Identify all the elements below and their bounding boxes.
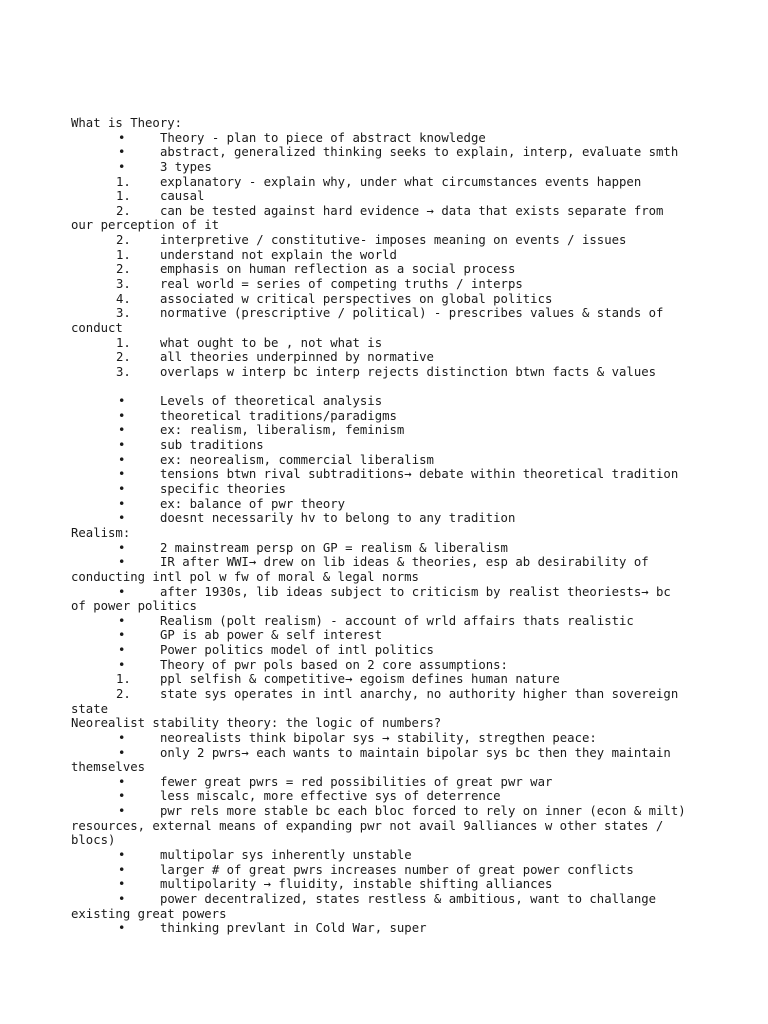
wrapped-line xyxy=(71,907,699,922)
numbered-item xyxy=(71,175,699,190)
bullet-marker: • xyxy=(118,789,126,804)
bullet-marker: • xyxy=(118,745,126,760)
bullet-item xyxy=(71,628,699,643)
wrapped-line xyxy=(71,833,699,848)
line-text: Levels of theoretical analysis xyxy=(160,394,383,409)
line-text: power decentralized, states restless & ambitious, want to challange xyxy=(160,891,657,906)
line-text: Realism (polt realism) - account of wrld affairs thats realistic xyxy=(160,613,634,628)
bullet-item xyxy=(71,453,699,468)
line-text: normative (prescriptive / political) - prescribes values & stands of xyxy=(160,306,664,321)
line-text: Power politics model of intl politics xyxy=(160,643,434,658)
numbered-item xyxy=(71,306,699,321)
bullet-item xyxy=(71,145,699,160)
numbered-item xyxy=(71,336,699,351)
bullet-marker: • xyxy=(118,408,126,423)
bullet-marker: • xyxy=(118,452,126,467)
line-text: state sys operates in intl anarchy, no authority higher than sovereign xyxy=(160,686,679,701)
list-number: 2. xyxy=(116,686,131,701)
numbered-item xyxy=(71,365,699,380)
line-text: doesnt necessarily hv to belong to any tradition xyxy=(160,511,516,526)
line-text: overlaps w interp bc interp rejects distinction btwn facts & values xyxy=(160,364,657,379)
bullet-item xyxy=(71,775,699,790)
line-text: Realism: xyxy=(71,525,131,540)
line-text: causal xyxy=(160,189,205,204)
bullet-marker: • xyxy=(118,804,126,819)
bullet-item xyxy=(71,160,699,175)
line-text: What is Theory: xyxy=(71,116,183,130)
line-text: after 1930s, lib ideas subject to criticism by realist theoriests→ bc xyxy=(160,584,671,599)
bullet-marker: • xyxy=(118,438,126,453)
bullet-item xyxy=(71,877,699,892)
list-number: 3. xyxy=(116,277,131,292)
line-text: can be tested against hard evidence → data that exists separate from xyxy=(160,203,664,218)
heading-line xyxy=(71,526,699,541)
bullet-marker: • xyxy=(118,628,126,643)
line-text: associated w critical perspectives on global politics xyxy=(160,291,553,306)
line-text: what ought to be , not what is xyxy=(160,335,383,350)
line-text: ex: neorealism, commercial liberalism xyxy=(160,452,434,467)
line-text: conduct xyxy=(71,320,123,335)
bullet-item xyxy=(71,555,699,570)
bullet-marker: • xyxy=(118,555,126,570)
bullet-item xyxy=(71,658,699,673)
line-text: fewer great pwrs = red possibilities of great pwr war xyxy=(160,774,553,789)
list-number: 4. xyxy=(116,291,131,306)
line-text: 2 mainstream persp on GP = realism & liberalism xyxy=(160,540,508,555)
line-text: ￼ xyxy=(71,380,78,392)
wrapped-line xyxy=(71,702,699,717)
line-text: IR after WWI→ drew on lib ideas & theories, esp ab desirability of xyxy=(160,555,649,570)
line-text: theoretical traditions/paradigms xyxy=(160,408,397,423)
line-text: Theory of pwr pols based on 2 core assumptions: xyxy=(160,657,508,672)
line-text: interpretive / constitutive- imposes meaning on events / issues xyxy=(160,233,627,248)
bullet-item xyxy=(71,541,699,556)
bullet-item xyxy=(71,643,699,658)
bullet-item xyxy=(71,892,699,907)
bullet-marker: • xyxy=(118,467,126,482)
bullet-marker: • xyxy=(118,145,126,160)
bullet-item xyxy=(71,394,699,409)
bullet-marker: • xyxy=(118,891,126,906)
list-number: 3. xyxy=(116,306,131,321)
wrapped-line xyxy=(71,819,699,834)
line-text: Theory - plan to piece of abstract knowledge xyxy=(160,130,486,145)
numbered-item xyxy=(71,292,699,307)
bullet-item xyxy=(71,497,699,512)
line-text: emphasis on human reflection as a social process xyxy=(160,262,516,277)
heading-line xyxy=(71,716,699,731)
bullet-marker: • xyxy=(118,657,126,672)
bullet-item xyxy=(71,804,699,819)
line-text: multipolarity → fluidity, instable shifting alliances xyxy=(160,877,553,892)
line-text: neorealists think bipolar sys → stability, stregthen peace: xyxy=(160,730,597,745)
bullet-marker: • xyxy=(118,423,126,438)
line-text: ex: balance of pwr theory xyxy=(160,496,346,511)
bullet-item xyxy=(71,409,699,424)
list-number: 1. xyxy=(116,247,131,262)
bullet-marker: • xyxy=(118,643,126,658)
numbered-item xyxy=(71,204,699,219)
line-text: real world = series of competing truths / interps xyxy=(160,277,523,292)
bullet-marker: • xyxy=(118,130,126,145)
bullet-item xyxy=(71,585,699,600)
list-number: 1. xyxy=(116,189,131,204)
numbered-item xyxy=(71,277,699,292)
line-text: blocs) xyxy=(71,833,116,848)
wrapped-line xyxy=(71,321,699,336)
line-text: pwr rels more stable bc each bloc forced to rely on inner (econ & milt) xyxy=(160,804,686,819)
numbered-item xyxy=(71,262,699,277)
line-text: understand not explain the world xyxy=(160,247,397,262)
line-text: ppl selfish & competitive→ egoism defines human nature xyxy=(160,672,560,687)
heading-line xyxy=(71,116,699,131)
line-text: only 2 pwrs→ each wants to maintain bipolar sys bc then they maintain xyxy=(160,745,671,760)
line-text: resources, external means of expanding pwr not avail 9alliances w other states / xyxy=(71,818,664,833)
wrapped-line xyxy=(71,760,699,775)
numbered-item xyxy=(71,248,699,263)
list-number: 2. xyxy=(116,262,131,277)
list-number: 2. xyxy=(116,350,131,365)
numbered-item xyxy=(71,687,699,702)
bullet-item xyxy=(71,482,699,497)
bullet-item xyxy=(71,511,699,526)
line-text: multipolar sys inherently unstable xyxy=(160,848,412,863)
numbered-item xyxy=(71,672,699,687)
bullet-marker: • xyxy=(118,540,126,555)
bullet-marker: • xyxy=(118,394,126,409)
wrapped-line xyxy=(71,218,699,233)
bullet-marker: • xyxy=(118,877,126,892)
line-text: thinking prevlant in Cold War, super xyxy=(160,921,427,936)
line-text: tensions btwn rival subtraditions→ debate within theoretical tradition xyxy=(160,467,679,482)
list-number: 3. xyxy=(116,364,131,379)
bullet-item xyxy=(71,789,699,804)
bullet-marker: • xyxy=(118,862,126,877)
bullet-marker: • xyxy=(118,613,126,628)
bullet-item xyxy=(71,921,699,936)
bullet-marker: • xyxy=(118,159,126,174)
bullet-item xyxy=(71,746,699,761)
bullet-marker: • xyxy=(118,482,126,497)
numbered-item xyxy=(71,233,699,248)
wrapped-line xyxy=(71,570,699,585)
line-text: conducting intl pol w fw of moral & legal norms xyxy=(71,569,419,584)
bullet-marker: • xyxy=(118,921,126,936)
bullet-item xyxy=(71,131,699,146)
line-text: sub traditions xyxy=(160,438,264,453)
list-number: 1. xyxy=(116,174,131,189)
line-text: ex: realism, liberalism, feminism xyxy=(160,423,405,438)
line-text: all theories underpinned by normative xyxy=(160,350,434,365)
bullet-marker: • xyxy=(118,848,126,863)
list-number: 2. xyxy=(116,233,131,248)
bullet-item xyxy=(71,731,699,746)
bullet-marker: • xyxy=(118,730,126,745)
list-number: 1. xyxy=(116,672,131,687)
bullet-item xyxy=(71,467,699,482)
bullet-marker: • xyxy=(118,511,126,526)
bullet-item xyxy=(71,423,699,438)
line-text: larger # of great pwrs increases number of great power conflicts xyxy=(160,862,634,877)
line-text: our perception of it xyxy=(71,218,220,233)
object-placeholder xyxy=(71,380,699,395)
bullet-marker: • xyxy=(118,774,126,789)
line-text: Neorealist stability theory: the logic of numbers? xyxy=(71,716,442,731)
document-body xyxy=(71,116,699,936)
line-text: specific theories xyxy=(160,482,286,497)
line-text: explanatory - explain why, under what circumstances events happen xyxy=(160,174,642,189)
line-text: state xyxy=(71,701,109,716)
bullet-item xyxy=(71,863,699,878)
line-text: 3 types xyxy=(160,159,212,174)
list-number: 1. xyxy=(116,335,131,350)
bullet-item xyxy=(71,438,699,453)
line-text: less miscalc, more effective sys of deterrence xyxy=(160,789,501,804)
list-number: 2. xyxy=(116,203,131,218)
line-text: existing great powers xyxy=(71,906,227,921)
numbered-item xyxy=(71,350,699,365)
numbered-item xyxy=(71,189,699,204)
line-text: abstract, generalized thinking seeks to explain, interp, evaluate smth xyxy=(160,145,679,160)
line-text: GP is ab power & self interest xyxy=(160,628,383,643)
bullet-item xyxy=(71,848,699,863)
bullet-marker: • xyxy=(118,496,126,511)
wrapped-line xyxy=(71,599,699,614)
line-text: of power politics xyxy=(71,599,197,614)
bullet-marker: • xyxy=(118,584,126,599)
line-text: themselves xyxy=(71,760,146,775)
bullet-item xyxy=(71,614,699,629)
